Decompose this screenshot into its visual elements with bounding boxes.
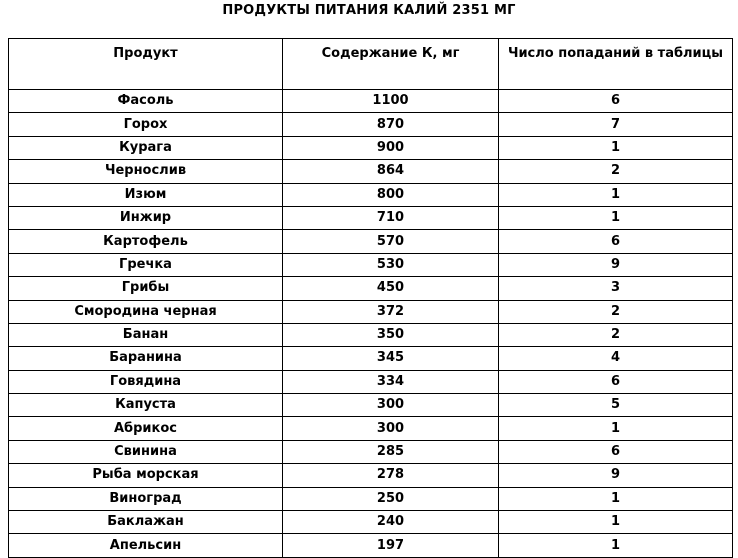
cell-product: Апельсин (9, 534, 283, 557)
table-row (9, 136, 733, 159)
cell-product: Смородина черная (9, 300, 283, 323)
cell-product: Банан (9, 323, 283, 346)
cell-potassium: 372 (283, 300, 499, 323)
cell-hits: 1 (499, 136, 733, 159)
table-row (9, 534, 733, 557)
table-row (9, 440, 733, 463)
cell-product: Баранина (9, 347, 283, 370)
cell-hits: 6 (499, 90, 733, 113)
cell-product: Рыба морская (9, 464, 283, 487)
cell-hits: 3 (499, 277, 733, 300)
document-title: ПРОДУКТЫ ПИТАНИЯ КАЛИЙ 2351 МГ (222, 3, 516, 18)
cell-potassium: 870 (283, 113, 499, 136)
cell-hits: 2 (499, 160, 733, 183)
cell-product: Виноград (9, 487, 283, 510)
cell-hits: 1 (499, 417, 733, 440)
table-row (9, 160, 733, 183)
table-row (9, 464, 733, 487)
table-row (9, 183, 733, 206)
table-row (9, 90, 733, 113)
table-header (9, 39, 733, 90)
cell-potassium: 197 (283, 534, 499, 557)
cell-hits: 1 (499, 511, 733, 534)
cell-potassium: 570 (283, 230, 499, 253)
cell-potassium: 900 (283, 136, 499, 159)
cell-product: Свинина (9, 440, 283, 463)
table-row (9, 300, 733, 323)
cell-product: Баклажан (9, 511, 283, 534)
cell-potassium: 300 (283, 394, 499, 417)
table-row (9, 206, 733, 229)
cell-product: Грибы (9, 277, 283, 300)
table-body (9, 90, 733, 558)
table-row (9, 230, 733, 253)
cell-hits: 9 (499, 464, 733, 487)
table-row (9, 113, 733, 136)
cell-potassium: 250 (283, 487, 499, 510)
cell-product: Горох (9, 113, 283, 136)
table-row (9, 347, 733, 370)
cell-potassium: 334 (283, 370, 499, 393)
cell-hits: 6 (499, 440, 733, 463)
cell-product: Гречка (9, 253, 283, 276)
cell-hits: 2 (499, 323, 733, 346)
cell-hits: 7 (499, 113, 733, 136)
cell-product: Чернослив (9, 160, 283, 183)
cell-hits: 9 (499, 253, 733, 276)
cell-hits: 2 (499, 300, 733, 323)
cell-potassium: 800 (283, 183, 499, 206)
header-row (9, 39, 733, 90)
cell-potassium: 345 (283, 347, 499, 370)
cell-hits: 1 (499, 534, 733, 557)
table-row (9, 253, 733, 276)
cell-potassium: 300 (283, 417, 499, 440)
table-row (9, 417, 733, 440)
cell-product: Фасоль (9, 90, 283, 113)
cell-potassium: 278 (283, 464, 499, 487)
cell-potassium: 240 (283, 511, 499, 534)
cell-product: Капуста (9, 394, 283, 417)
cell-hits: 6 (499, 230, 733, 253)
cell-potassium: 450 (283, 277, 499, 300)
cell-product: Говядина (9, 370, 283, 393)
header-potassium: Содержание К, мг (283, 39, 499, 90)
cell-potassium: 530 (283, 253, 499, 276)
cell-potassium: 350 (283, 323, 499, 346)
cell-hits: 6 (499, 370, 733, 393)
cell-hits: 1 (499, 183, 733, 206)
cell-product: Картофель (9, 230, 283, 253)
table-row (9, 323, 733, 346)
cell-hits: 1 (499, 487, 733, 510)
header-hits: Число попаданий в таблицы (499, 39, 733, 90)
cell-potassium: 864 (283, 160, 499, 183)
table-row (9, 511, 733, 534)
cell-potassium: 1100 (283, 90, 499, 113)
cell-hits: 4 (499, 347, 733, 370)
cell-product: Инжир (9, 206, 283, 229)
cell-product: Абрикос (9, 417, 283, 440)
cell-hits: 5 (499, 394, 733, 417)
cell-potassium: 285 (283, 440, 499, 463)
cell-hits: 1 (499, 206, 733, 229)
table-row (9, 487, 733, 510)
table-row (9, 277, 733, 300)
cell-product: Изюм (9, 183, 283, 206)
table-row (9, 370, 733, 393)
cell-product: Курага (9, 136, 283, 159)
cell-potassium: 710 (283, 206, 499, 229)
table-row (9, 394, 733, 417)
potassium-table (8, 38, 733, 558)
header-product: Продукт (9, 39, 283, 90)
